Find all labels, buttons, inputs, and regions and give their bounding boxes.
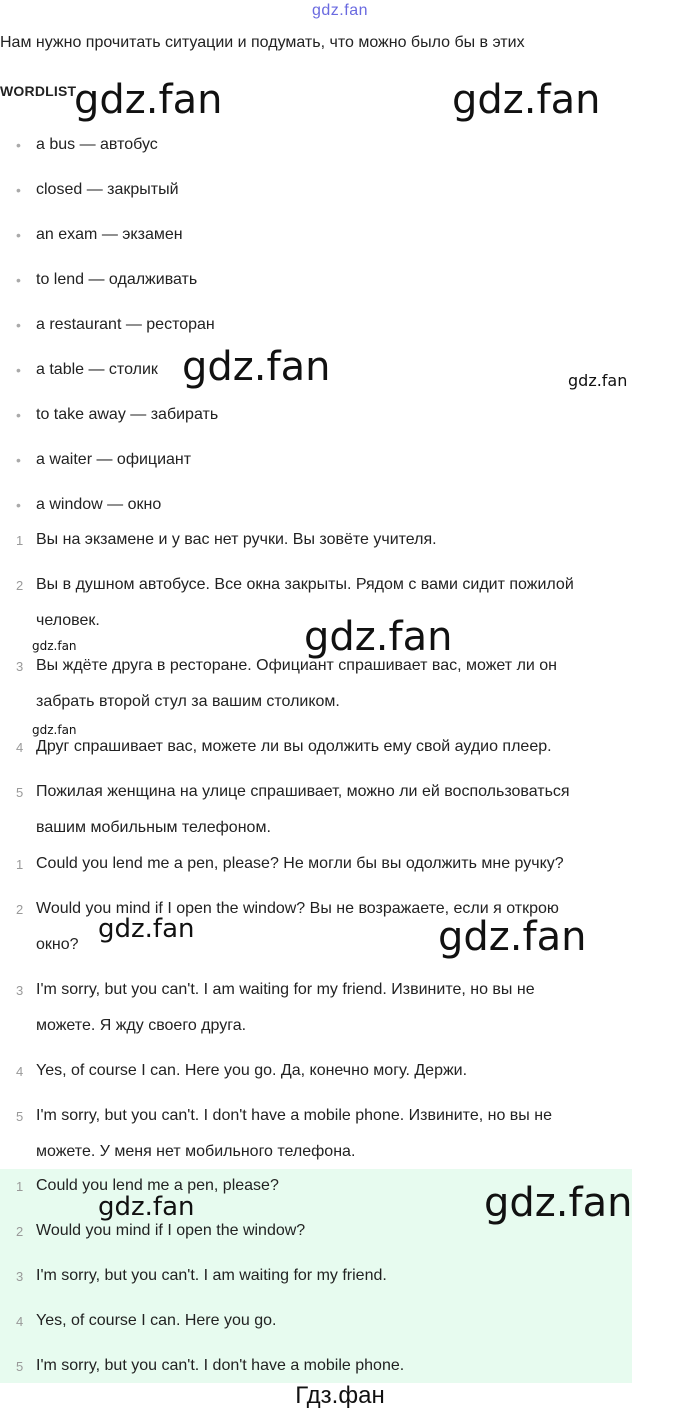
bullet-icon: •	[16, 272, 21, 288]
answer-number: 2	[16, 1224, 24, 1239]
item-text: окно?	[36, 936, 79, 953]
watermark: gdz.fan	[98, 1192, 195, 1222]
wordlist-item: an exam — экзамен	[36, 226, 183, 243]
wordlist-item: to lend — одалживать	[36, 271, 198, 288]
bullet-icon: •	[16, 497, 21, 513]
wordlist-item: a waiter — официант	[36, 451, 192, 468]
item-number: 5	[16, 785, 24, 800]
item-text: I'm sorry, but you can't. I am waiting for my friend. Извините, но вы не	[36, 981, 535, 998]
answer-text: I'm sorry, but you can't. I don't have a mobile phone.	[36, 1357, 405, 1374]
item-text: Yes, of course I can. Here you go. Да, конечно могу. Держи.	[36, 1062, 468, 1079]
item-number: 1	[16, 857, 24, 872]
item-text: Would you mind if I open the window? Вы не возражаете, если я открою	[36, 900, 559, 917]
item-text: забрать второй стул за вашим столиком.	[36, 693, 340, 710]
item-number: 1	[16, 533, 24, 548]
item-text: Вы на экзамене и у вас нет ручки. Вы зовёте учителя.	[36, 531, 437, 548]
item-number: 4	[16, 740, 24, 755]
site-logo[interactable]: gdz.fan	[312, 2, 368, 19]
item-text: вашим мобильным телефоном.	[36, 819, 271, 836]
item-number: 2	[16, 902, 24, 917]
answer-text: Would you mind if I open the window?	[36, 1222, 306, 1239]
item-number: 5	[16, 1109, 24, 1124]
answer-number: 3	[16, 1269, 24, 1284]
watermark: gdz.fan	[484, 1180, 633, 1226]
answer-text: Yes, of course I can. Here you go.	[36, 1312, 277, 1329]
watermark: gdz.fan	[32, 723, 77, 737]
bullet-icon: •	[16, 182, 21, 198]
answer-number: 4	[16, 1314, 24, 1329]
item-text: можете. У меня нет мобильного телефона.	[36, 1143, 356, 1160]
item-text: Пожилая женщина на улице спрашивает, можно ли ей воспользоваться	[36, 783, 570, 800]
item-text: Could you lend me a pen, please? Не могли бы вы одолжить мне ручку?	[36, 855, 564, 872]
bullet-icon: •	[16, 362, 21, 378]
item-text: I'm sorry, but you can't. I don't have a mobile phone. Извините, но вы не	[36, 1107, 552, 1124]
footer-watermark: Гдз.фан	[295, 1382, 385, 1409]
bullet-icon: •	[16, 137, 21, 153]
wordlist-item: a table — столик	[36, 361, 158, 378]
item-text: можете. Я жду своего друга.	[36, 1017, 247, 1034]
item-text: Вы ждёте друга в ресторане. Официант спрашивает вас, может ли он	[36, 657, 558, 674]
wordlist-item: closed — закрытый	[36, 181, 179, 198]
answer-text: Could you lend me a pen, please?	[36, 1177, 279, 1194]
watermark: gdz.fan	[452, 77, 601, 123]
wordlist-item: to take away — забирать	[36, 406, 219, 423]
wordlist-item: a bus — автобус	[36, 136, 158, 153]
item-number: 3	[16, 659, 24, 674]
answer-number: 5	[16, 1359, 24, 1374]
wordlist-item: a restaurant — ресторан	[36, 316, 215, 333]
watermark: gdz.fan	[182, 344, 331, 390]
item-number: 2	[16, 578, 24, 593]
watermark: gdz.fan	[304, 614, 453, 660]
item-number: 3	[16, 983, 24, 998]
answer-text: I'm sorry, but you can't. I am waiting for my friend.	[36, 1267, 387, 1284]
wordlist-item: a window — окно	[36, 496, 162, 513]
bullet-icon: •	[16, 227, 21, 243]
bullet-icon: •	[16, 452, 21, 468]
watermark: gdz.fan	[98, 914, 195, 944]
item-text: человек.	[36, 612, 100, 629]
bullet-icon: •	[16, 317, 21, 333]
item-number: 4	[16, 1064, 24, 1079]
bullet-icon: •	[16, 407, 21, 423]
watermark: gdz.fan	[568, 371, 628, 390]
watermark: gdz.fan	[74, 77, 223, 123]
answer-number: 1	[16, 1179, 24, 1194]
watermark: gdz.fan	[32, 639, 77, 653]
item-text: Друг спрашивает вас, можете ли вы одолжить ему свой аудио плеер.	[36, 738, 552, 755]
item-text: Вы в душном автобусе. Все окна закрыты. Рядом с вами сидит пожилой	[36, 576, 574, 593]
intro-text: Нам нужно прочитать ситуации и подумать, что можно было бы в этих	[0, 34, 525, 51]
wordlist-heading: WORDLIST	[0, 83, 77, 99]
watermark: gdz.fan	[438, 914, 587, 960]
